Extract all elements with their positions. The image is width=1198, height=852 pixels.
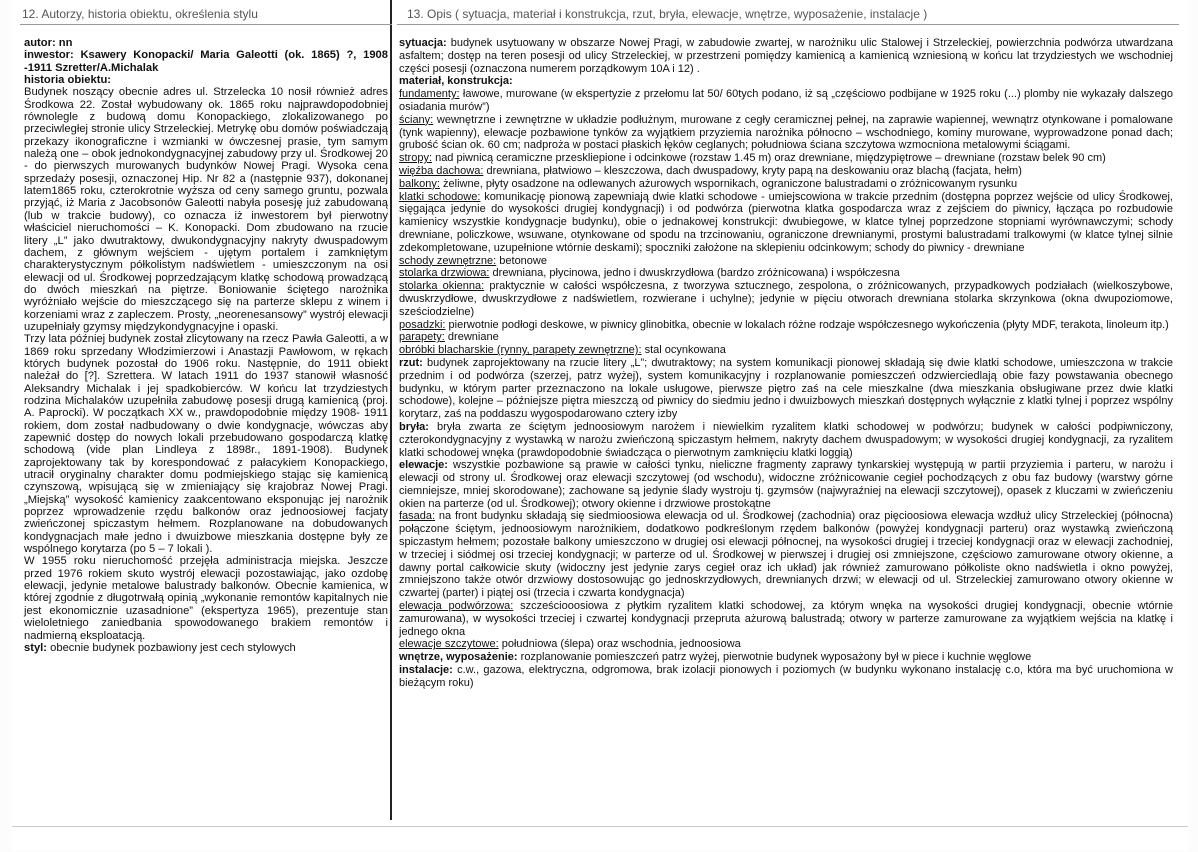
parapety-text: drewniane: [444, 331, 499, 344]
instalacje-paragraph: [399, 664, 1173, 690]
balkony-paragraph: [399, 178, 1173, 191]
stolarka-okienna-text: praktycznie w całości współczesna, z tworzywa sztucznego, zespolona, o zróżnicowanych, przypadkowych podziałach (wielkoszybowe, dwuskrzydłowe, dwuskrzydłowe z nadświetlem, rozwierane i uchylne); jedynie w pięciu otworach drewniana stolarka skrzynkowa (okna dwupoziomowe, sześciodzielne): [399, 280, 1173, 318]
fundamenty-label: fundamenty:: [399, 88, 460, 101]
fundamenty-paragraph: [399, 88, 1173, 114]
wiezba-paragraph: [399, 165, 1173, 178]
schody-text: betonowe: [496, 254, 547, 267]
stolarka-drzwiowa-text: drewniana, płycinowa, jedno i dwuskrzydłowa (bardzo zróżnicowana) i współczesna: [489, 267, 900, 280]
styl-label: styl:: [24, 641, 48, 654]
stolarka-okienna-paragraph: [399, 280, 1173, 318]
parapety-paragraph: [399, 331, 1173, 344]
fasada-text: na front budynku składają się siedmioosiowa elewacja od ul. Środkowej (zachodnia) oraz pięcioosiowa elewacja wzdłuż ulicy Strzeleckiej (północna) połączone ściętym, jednoosiowym narożnikiem, dodatkowo podkreślonym rzędem balkonów (powyżej kondygnacji parteru) oraz wystawką zwieńczoną spiczastym hełmem; pozostałe balkony umieszczono w drugiej osi elewacji północnej, na wysokości drugiej i trzeciej kondygnacji oraz w elewacji zachodniej, w trzeciej i siódmej osi trzeciej kondygnacji; w parterze od ul. Środkowej w pierwszej i drugiej osi zmniejszone, częściowo zamurowane otwory okienne, a dawny portal całkowicie skuty (widoczny jest jedynie zarys cegieł oraz ich układ) jak również zamurowano półkoliste okno nadświetla i okno powyżej, zmniejszono także otwór drzwiowy dostosowując go jednoskrzydłowych, drewnianych drzwi; w elewacji od ul. Strzeleckiej zamurowano otwory okienne w czwartej (parter) i piątej osi (trzecia i czwarta kondygnacja): [399, 510, 1173, 600]
obrobki-text: stal ocynkowana: [641, 344, 726, 357]
klatki-text: komunikację pionową zapewniają dwie klatki schodowe - umiejscowiona w trakcie przednim (dostępna poprzez wejście od ulicy Środkowej, sięgająca jedynie do wysokości drugiej kondygnacji) i od podwórza (pierwotna klatka gospodarcza wraz z zejściem do piwnicy, łącząca po rozbudowie kamienicy wszystkie kondygnacje budynku), obie o jednakowej konstrukcji: dwubiegowe, w klatce tylnej poprzedzone stopniami wyrównawczymi; schody drewniane, policzkowe, wsuwane, otynkowane od spodu na trzcinowaniu, ograniczone drewnianymi, prostymi balustradami tralkowymi (w klatce tylnej silnie zdekompletowane, uzupełnione wtórnie deskami); spoczniki założone na sklepieniu odcinkowym; schody do piwnicy - drewniane: [399, 190, 1173, 254]
left-body: [20, 37, 392, 654]
sytuacja-paragraph: [399, 37, 1173, 75]
bryla-paragraph: [399, 421, 1173, 459]
left-column: [20, 0, 392, 654]
historia-paragraph-2: Trzy lata później budynek został zlicytowany na rzecz Pawła Galeotti, a w 1869 roku sprzedany Włodzimierzowi i Anastazji Pawłowom, w rękach których budynek pozostał do 1906 roku. Następnie, do 1911 obiekt należał do [?]. Szrettera. W latach 1911 do 1937 stanowił własność Aleksandry Michalak i jej spadkobierców. W końcu lat trzydziestych rodzina Michalaków uzupełniła zabudowę posesji drugą kamienicą (proj. A. Paprocki). W początkach XX w., prawdopodobnie między 1908- 1911 rokiem, dom został nadbudowany o dwie kondygnacje, wówczas aby zapewnić dostęp do nowych lokali przebudowano gospodarczą klatkę schodową (vide plan Lindleya z 1898r., 1891-1908). Budynek zaprojektowany tak by korespondować z pałacykiem Konopackiego, utracił oryginalny charakter domu podmiejskiego stając się kamienicą czynszową, wpisującą się w zmieniający się krajobraz Nowej Pragi. „Miejską” wysokość kamienicy zaakcentowano eksponując jej narożnik poprzez wprowadzenie rzędu balkonów oraz jednoosiowej facjaty zwieńczonej spiczastym hełmem. Rozplanowane na dobudowanych kondygnacjach małe jedno i dwuizbowe mieszkania dostępne były ze wspólnego korytarza (po 5 – 7 lokali ).: [24, 333, 388, 556]
autor-line: [24, 37, 388, 49]
stolarka-drzwiowa-label: stolarka drzwiowa:: [399, 267, 490, 280]
balkony-label: balkony:: [399, 177, 440, 190]
bryla-text: bryła zwarta ze ściętym jednoosiowym narożem i niewielkim ryzalitem klatki schodowej w podwórzu; budynek w całości podpiwniczony, czterokondygnacyjny z wystawką w narożu zwieńczoną spiczastym hełmem, nakryty dachem dwuspadowym; w wysokości drugiej kondygnacji, za ryzalitem klatki schodowej wnęka (prawdopodobnie świadcząca o pierwotnym zamknięciu klatki loggią): [399, 420, 1173, 459]
sytuacja-label: sytuacja:: [399, 37, 447, 49]
sciany-label: ściany:: [399, 113, 434, 126]
inwestor-line: [24, 49, 388, 74]
stolarka-drzwiowa-paragraph: [399, 267, 1173, 280]
rzut-label: rzut:: [399, 356, 423, 369]
posadzki-paragraph: [399, 319, 1173, 332]
posadzki-label: posadzki:: [399, 318, 446, 331]
sytuacja-text: budynek usytuowany w obszarze Nowej Pragi, w zabudowie zwartej, w narożniku ulic Stalowej i Strzeleckiej, powierzchnia podwórza utwardzana asfaltem; dostęp na teren posesji od ulicy Strzeleckiej, w przestrzeni pomiędzy kamienicą a kamienicą wzniesioną w końcu lat trzydziestych we wschodniej części posesji (oznaczona numerem porządkowym 10A i 12) .: [399, 37, 1173, 75]
bottom-rule: [12, 826, 1188, 827]
instalacje-label: instalacje:: [399, 664, 453, 677]
material-label: materiał, konstrukcja:: [399, 75, 513, 88]
styl-value: obecnie budynek pozbawiony jest cech stylowych: [47, 641, 296, 654]
stropy-label: stropy:: [399, 152, 433, 165]
klatki-label: klatki schodowe:: [399, 190, 481, 203]
szczytowe-paragraph: [399, 638, 1173, 651]
instalacje-text: c.w., gazowa, elektryczna, odgromowa, brak izolacji pionowych i poziomych (w budynku wykonano instalację c.o, która ma być uruchomiona w bieżącym roku): [399, 664, 1173, 689]
balkony-text: żeliwne, płyty osadzone na odlewanych ażurowych wspornikach, ograniczone balustradami o zróżnicowanym rysunku: [439, 177, 1018, 190]
schody-label: schody zewnętrzne:: [399, 254, 497, 267]
bryla-label: bryła:: [399, 420, 429, 433]
stropy-paragraph: [399, 152, 1173, 165]
podworzowa-text: szcześciooosiowa z płytkim ryzalitem klatki schodowej, za którym wnęka na wysokości drugiej kondygnacji, obecnie wtórnie zamurowana), w wysokości trzeciej i czwartej kondygnacji przepruta ażurową balustradą; otwory w parterze zamurowane za wyjątkiem wejścia na klatkę i jednego okna: [399, 600, 1174, 638]
sciany-paragraph: [399, 114, 1173, 152]
historia-paragraph-1: Budynek noszący obecnie adres ul. Strzelecka 10 nosił również adres Środkowa 22. Został wybudowany ok. 1865 roku najprawdopodobniej równolegle z budową domu Konopackiego, zlokalizowanego po przeciwległej stronie ulicy Strzeleckiej. Metrykę obu domów poświadczają przekazy ikonograficzne i wzmianki w ówczesnej prasie, tym samym należą one – obok jednokondygnacyjnej zabudowy przy ul. Środkowej 20 - do pierwszych murowanych budynków Nowej Pragi. Wysoka cena sprzedaży posesji, oznaczonej Hip. Nr 82 a (następnie 937), dokonanej latem1865 roku, czterokrotnie wyższa od ceny samego gruntu, pozwala przyjąć, iż Maria z Jacobsonów Galeotti nabyła posesję już zabudowaną (lub w trakcie budowy), co oznacza iż inwestorem był pierwotny właściciel nieruchomości – K. Konopacki. Dom zbudowano na rzucie litery „L” jako dwutraktowy, dwukondygnacyjny nakryty dwuspadowym dachem, z głównym wejściem - ujętym portalem i zamkniętym charakterystycznym półkolistym nadświetlem - umieszczonym na osi elewacji od ul. Środkowej poprzedzającym klatkę schodową prowadzącą do dwóch mieszkań na piętrze. Boniowanie ściętego narożnika wyróżniało wejście do mieszczącego się na parterze sklepu z winem i korzeniami wraz z zapleczem. Prosty, „neorenesansowy” wystrój elewacji uzupełniały gzymsy międzykondygnacyjne i opaski.: [24, 86, 388, 333]
right-column-header: 13. Opis ( sytuacja, materiał i konstrukcja, rzut, bryła, elewacje, wnętrze, wyposażenie, instalacje ): [407, 7, 928, 21]
left-header-rule: [20, 24, 392, 25]
historia-label: historia obiektu:: [24, 74, 112, 87]
fasada-paragraph: [399, 510, 1173, 600]
document-sheet: [12, 0, 1188, 850]
sciany-text: wewnętrzne i zewnętrzne w układzie podłużnym, murowane z cegły ceramicznej pełnej, na zaprawie wapiennej, wewnątrz otynkowane i pomalowane (tynk wapienny), elewacje pozbawione tynków za wyjątkiem przyziemia narożnika północno – wschodniego, kominy murowane, wyprowadzone ponad dach; grubość ścian ok. 60 cm; nadproża w postaci płaskich łęków ceglanych; południowa ściana szczytowa wzmocniona metalowymi ściągami.: [399, 113, 1173, 152]
autor-label: autor:: [24, 37, 56, 49]
wnetrze-label: wnętrze, wyposażenie:: [399, 651, 518, 664]
wnetrze-paragraph: [399, 651, 1173, 664]
historia-paragraph-3: W 1955 roku nieruchomość przejęła administracja miejska. Jeszcze przed 1976 rokiem skuto wystrój elewacji pozostawiając, jako ozdobę elewacji, jedynie metalowe balustrady balkonów. Obecnie kamienica, w której zgodnie z długotrwałą opinią „wykonanie remontów kapitalnych nie jest ekonomicznie uzasadnione” (ekspertyza 1965), prezentuje stan wieloletniego zaniedbania spowodowanego brakiem remontów i nadmierną eksploatacją.: [24, 555, 388, 642]
right-body: [397, 37, 1179, 690]
rzut-text: budynek zaprojektowany na rzucie litery „L”; dwutraktowy; na system komunikacji pionowej składają się dwie klatki schodowe, umieszczona w trakcie przednim i od podwórza (szerzej, patrz wyżej), system komunikacyjny i rozplanowanie pomieszczeń odzwierciedlają obie fazy powstawania obecnego budynku, w którym parter przeznaczono na lokale usługowe, pierwsze piętro zaś na cele mieszkalne (dwa mieszkania obsługiwane przez dwie klatki schodowe), kolejne – późniejsze piętra mieszczą od piwnicy do siedmiu jedno i dwuizbowych mieszkań dostępnych wyłącznie z klatki tylnej i poprzez wspólny korytarz, zaś na poddaszu wygospodarowano cztery izby: [399, 356, 1173, 421]
parapety-label: parapety:: [399, 331, 445, 344]
wiezba-text: drewniana, płatwiowo – kleszczowa, dach dwuspadowy, kryty papą na deskowaniu oraz blachą (facjata, hełm): [483, 164, 1022, 177]
left-column-header: 12. Autorzy, historia obiektu, określenia stylu: [22, 7, 258, 21]
szczytowe-label: elewacje szczytowe:: [399, 638, 499, 651]
fasada-label: fasada:: [399, 510, 436, 523]
podworzowa-paragraph: [399, 600, 1173, 638]
fundamenty-text: ławowe, murowane (w ekspertyzie z przełomu lat 50/ 60tych podano, iż są „częściowo podbijane w 1925 roku (...) plomby nie wykazały dalszego osiadania murów”): [399, 88, 1173, 113]
schody-paragraph: [399, 255, 1173, 268]
stolarka-okienna-label: stolarka okienna:: [399, 280, 485, 293]
obrobki-label: obróbki blacharskie (rynny, parapety zewnętrzne):: [399, 344, 642, 357]
posadzki-text: pierwotnie podłogi deskowe, w piwnicy glinobitka, obecnie w lokalach różne rodzaje współczesnego wykończenia (płyty MDF, terakota, linoleum itp.): [445, 318, 1169, 331]
rzut-paragraph: [399, 357, 1173, 421]
szczytowe-text: południowa (ślepa) oraz wschodnia, jednoosiowa: [498, 638, 741, 651]
obrobki-paragraph: [399, 344, 1173, 357]
wiezba-label: więźba dachowa:: [399, 164, 484, 177]
inwestor-value: Ksawery Konopacki/ Maria Galeotti (ok. 1865) ?, 1908 -1911 Szretter/A.Michalak: [24, 49, 388, 74]
inwestor-label: inwestor:: [24, 49, 74, 62]
wnetrze-text: rozplanowanie pomieszczeń patrz wyżej, pierwotnie budynek wyposażony był w piece i kuchnie węglowe: [517, 651, 1032, 664]
autor-value: nn: [55, 37, 73, 49]
podworzowa-label: elewacja podwórzowa:: [399, 600, 514, 613]
stropy-text: nad piwnicą ceramiczne przeskliepione i odcinkowe (rozstaw 1.45 m) oraz drewniane, międzypiętrowe – drewniane (rozstaw belek 90 cm): [432, 152, 1106, 165]
styl-line: [24, 642, 388, 654]
elewacje-label: elewacje:: [399, 459, 448, 472]
elewacje-text: wszystkie pozbawione są prawie w całości tynku, nieliczne fragmenty zaprawy tynkarskiej występują w partii przyziemia i parteru, w narożu i elewacji od strony ul. Środkowej oraz elewacji szczytowej (od wschodu), widoczne zróżnicowanie cegieł pochodzących z obu faz budowy (warstwy górne ciemniejsze, mniej skorodowane); zachowane są jedynie ślady wystroju tj. gzymsów (najwyraźniej na elewacji szczytowej), opasek z kluczami w zwieńczeniu okien na parterze (od ul. Środkowej); otwory okienne i drzwiowe prostokątne: [399, 459, 1173, 510]
right-column: [397, 0, 1179, 690]
right-header-rule: [397, 24, 1179, 25]
elewacje-paragraph: [399, 459, 1173, 510]
klatki-paragraph: [399, 191, 1173, 255]
